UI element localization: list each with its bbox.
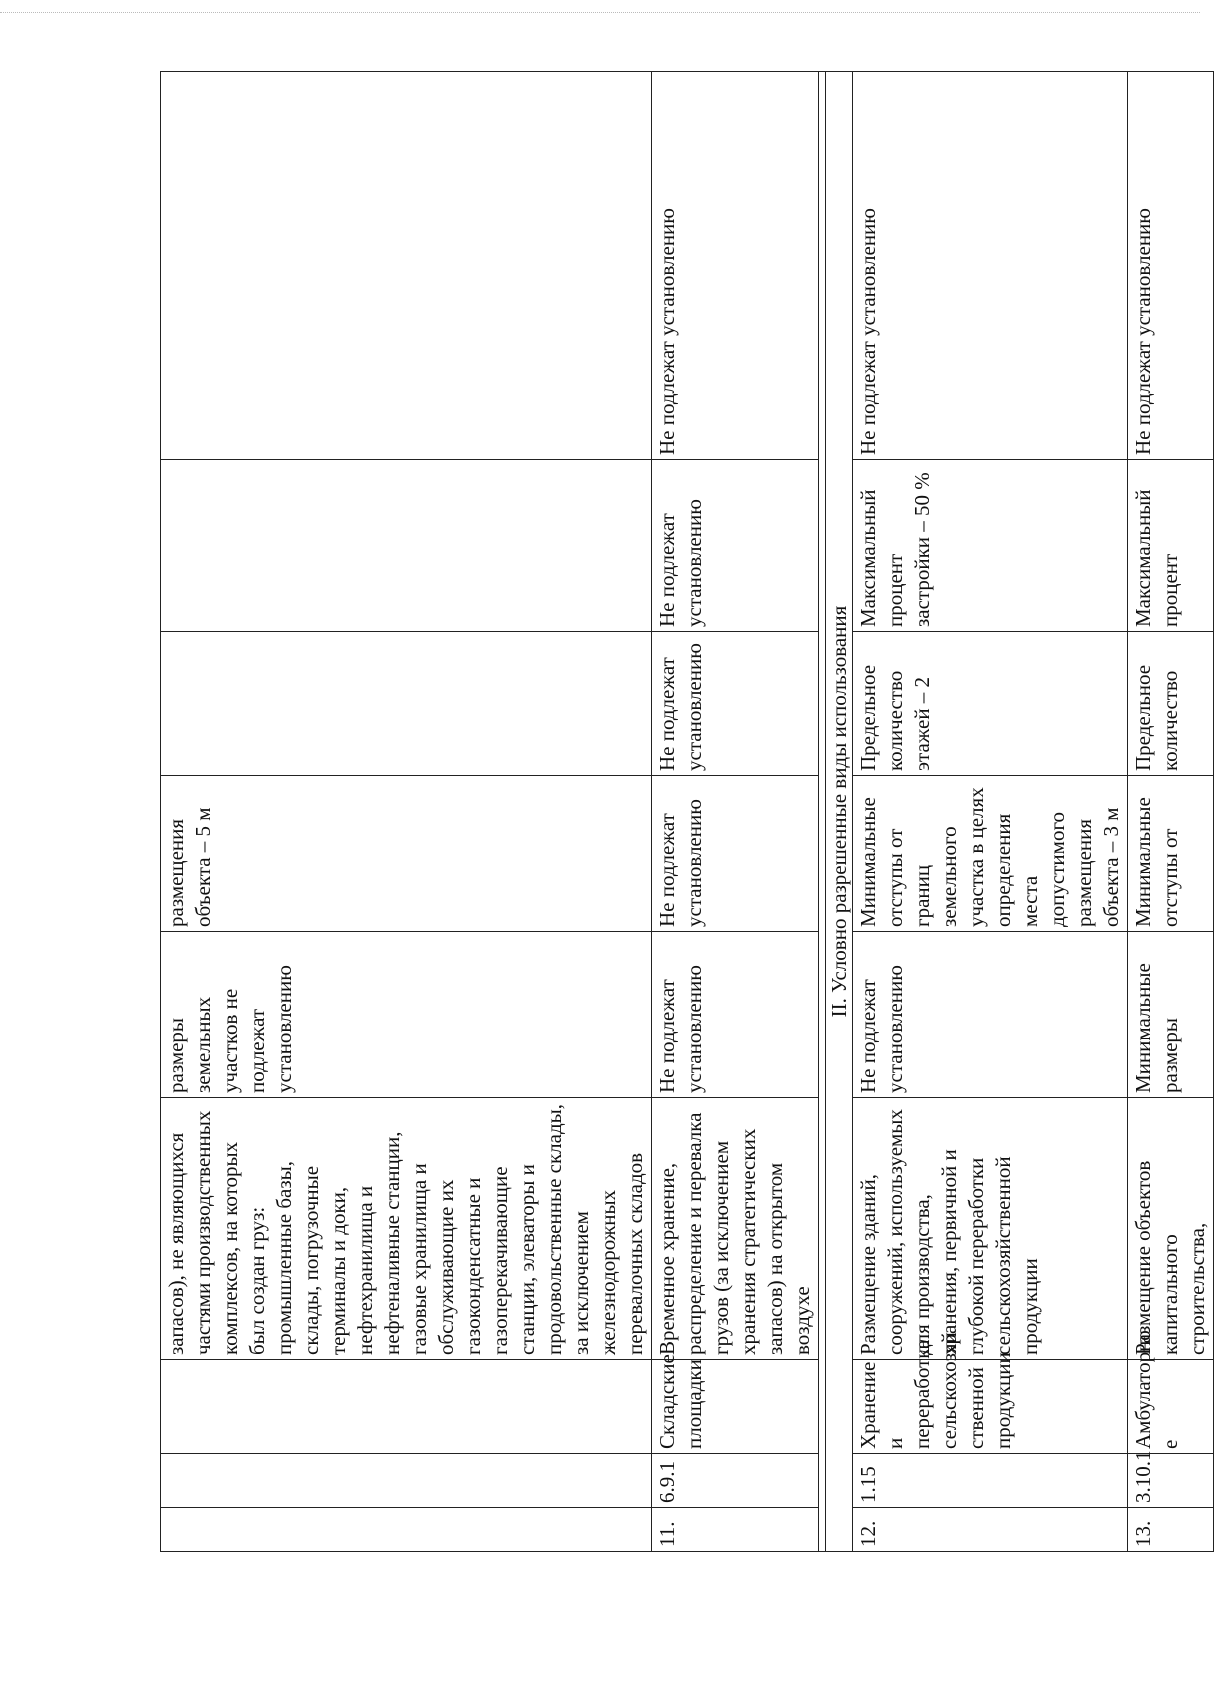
cell-other: Не подлежат установлению — [652, 72, 819, 460]
cell-floors: Предельное количество — [1128, 632, 1214, 776]
page-top-edge — [0, 12, 1200, 13]
cell-num: 12. — [853, 1508, 1128, 1552]
cell-name: Амбулаторно е — [1128, 1360, 1214, 1454]
cell-size: Не подлежат установлению — [652, 932, 819, 1098]
cell-other: Не подлежат установлению — [853, 72, 1128, 460]
cell-size: Не подлежат установлению — [853, 932, 1128, 1098]
cell-size: размеры земельных участков не подлежат установлению — [161, 932, 652, 1098]
cell-floors: Предельное количество этажей – 2 — [853, 632, 1128, 776]
cell-percent: Не подлежат установлению — [652, 460, 819, 632]
cell-setback: размещения объекта – 5 м — [161, 776, 652, 932]
cell-size: Минимальные размеры — [1128, 932, 1214, 1098]
cell-desc: Размещение зданий, сооружений, используемых для производства, хранения, первичной и глубокой переработки сельскохозяйственной продукции — [853, 1098, 1128, 1360]
rotated-page — [160, 72, 1209, 1552]
cell-code: 3.10.1 — [1128, 1454, 1214, 1508]
cell-percent: Максимальный процент — [1128, 460, 1214, 632]
table-gap-row — [819, 72, 826, 1552]
cell-floors: Не подлежат установлению — [652, 632, 819, 776]
cell-num: 11. — [652, 1508, 819, 1552]
table-row — [161, 72, 652, 1552]
cell-percent: Максимальный процент застройки – 50 % — [853, 460, 1128, 632]
cell-percent — [161, 460, 652, 632]
table-row — [652, 72, 819, 1552]
cell-setback: Минимальные отступы от — [1128, 776, 1214, 932]
cell-name — [161, 1360, 652, 1454]
cell-floors — [161, 632, 652, 776]
cell-name: Хранение и переработка сельскохозяй ственной продукции — [853, 1360, 1128, 1454]
cell-other — [161, 72, 652, 460]
section-title: II. Условно разрешенные виды использования — [826, 72, 853, 1552]
cell-setback: Не подлежат установлению — [652, 776, 819, 932]
cell-desc: Размещение объектов капитального строительства, — [1128, 1098, 1214, 1360]
cell-code — [161, 1454, 652, 1508]
cell-code: 1.15 — [853, 1454, 1128, 1508]
cell-setback: Минимальные отступы от границ земельного участка в целях определения места допустимого размещения объекта – 3 м — [853, 776, 1128, 932]
gap-cell — [819, 72, 826, 1552]
cell-num: 13. — [1128, 1508, 1214, 1552]
table-row — [853, 72, 1128, 1552]
section-row — [826, 72, 853, 1552]
cell-num — [161, 1508, 652, 1552]
cell-desc: запасов), не являющихся частями производственных комплексов, на которых был создан груз: промышленные базы, склады, погрузочные терминалы и доки, нефтехранилища и нефтеналивные станции, газовые хранилища и обслуживающие их газоконденсатные и газоперекачивающие станции, элеваторы и продовольственные склады, за исключением железнодорожных перевалочных складов — [161, 1098, 652, 1360]
table-row — [1128, 72, 1214, 1552]
cell-other: Не подлежат установлению — [1128, 72, 1214, 460]
regulations-table — [160, 71, 1214, 1552]
cell-name: Складские площадки — [652, 1360, 819, 1454]
cell-code: 6.9.1 — [652, 1454, 819, 1508]
cell-desc: Временное хранение, распределение и перевалка грузов (за исключением хранения стратегических запасов) на открытом воздухе — [652, 1098, 819, 1360]
